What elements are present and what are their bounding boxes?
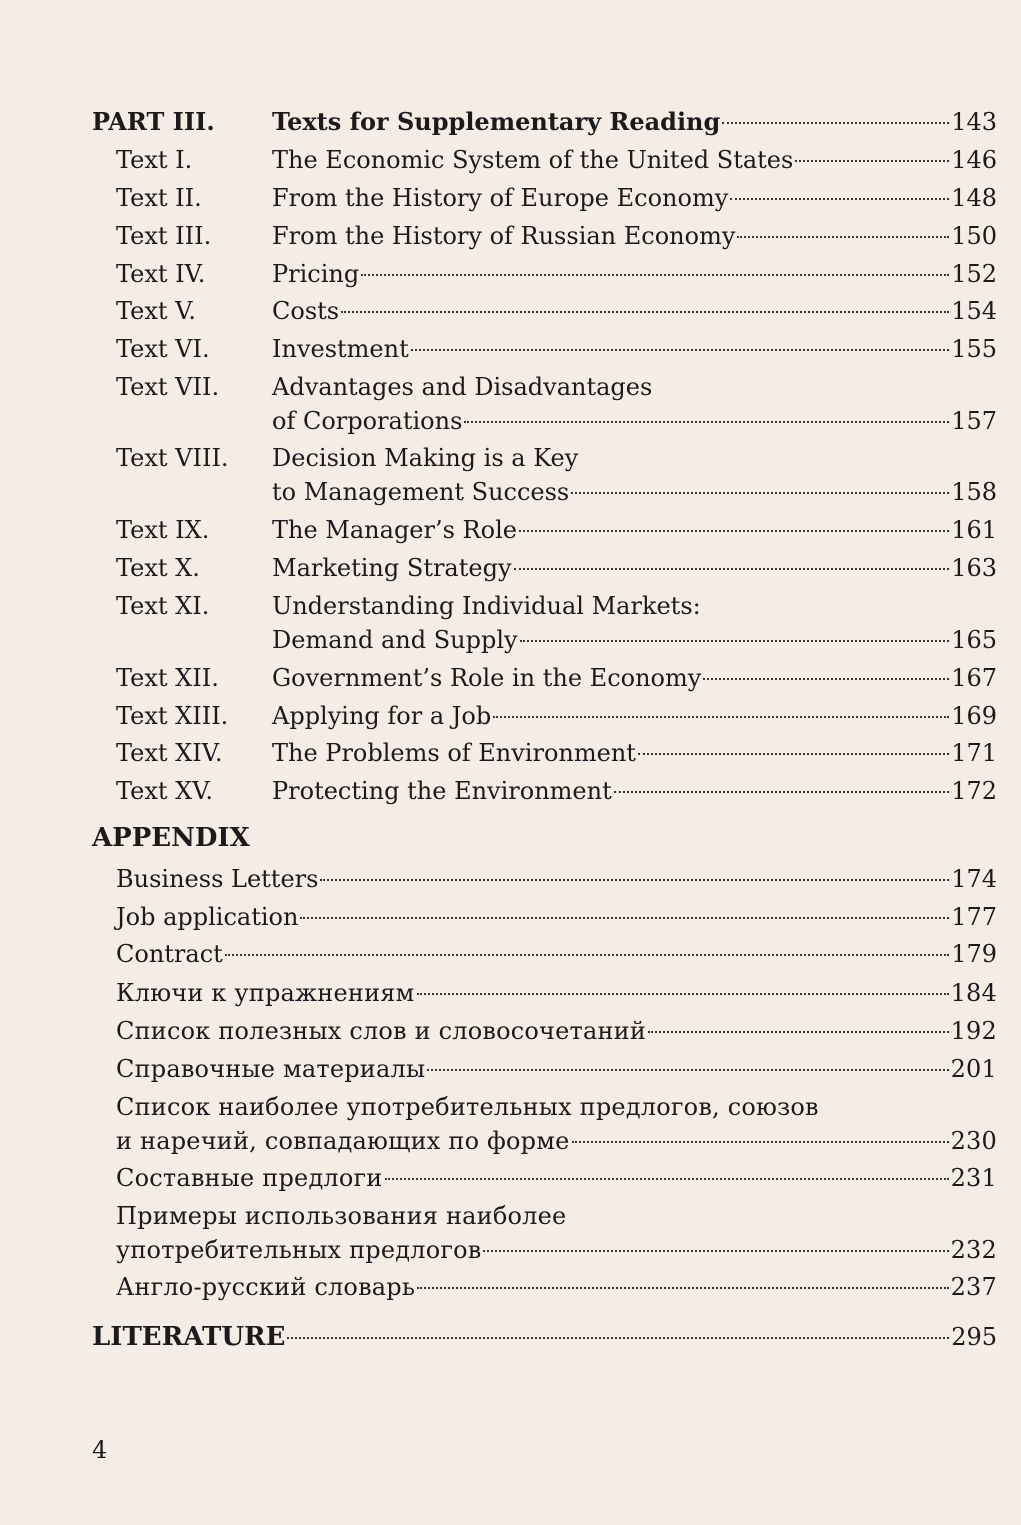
dot-leader: [287, 1337, 949, 1339]
entry-title: From the History of Europe Economy: [272, 184, 729, 212]
dot-leader: [483, 1250, 948, 1252]
literature-page: 295: [951, 1323, 997, 1351]
text-label: Text VII.: [116, 373, 220, 401]
entry-page: 230: [950, 1127, 997, 1155]
appendix-heading: APPENDIX: [92, 823, 250, 853]
toc-entry: [116, 1235, 997, 1265]
toc-entry: [272, 259, 997, 289]
entry-title: Business Letters: [116, 865, 319, 893]
entry-page: 192: [950, 1017, 997, 1045]
entry-title: Demand and Supply: [272, 626, 518, 654]
dot-leader: [795, 160, 949, 162]
entry-title: Список полезных слов и словосочетаний: [116, 1017, 647, 1045]
entry-title: Ключи к упражнениям: [116, 979, 415, 1007]
part-entry: [272, 107, 997, 137]
entry-page: 148: [951, 184, 997, 212]
part-label: PART III.: [92, 107, 215, 136]
dot-leader: [572, 1141, 949, 1143]
entry-title: Costs: [272, 297, 340, 325]
dot-leader: [648, 1031, 949, 1033]
toc-entry: [272, 145, 997, 175]
text-label: Text XII.: [116, 664, 219, 692]
entry-page: 150: [951, 222, 997, 250]
entry-page: 184: [950, 979, 997, 1007]
entry-page: 152: [951, 260, 997, 288]
entry-title: Applying for a Job: [272, 702, 492, 730]
entry-title-line: Decision Making is a Key: [272, 444, 579, 472]
dot-leader: [464, 421, 949, 423]
entry-title: From the History of Russian Economy: [272, 222, 736, 250]
dot-leader: [417, 1287, 948, 1289]
entry-title: Справочные материалы: [116, 1055, 426, 1083]
entry-page: 161: [951, 516, 997, 544]
entry-title: Составные предлоги: [116, 1164, 383, 1192]
entry-page: 154: [951, 297, 997, 325]
entry-title: употребительных предлогов: [116, 1236, 482, 1264]
dot-leader: [493, 716, 949, 718]
text-label: Text XI.: [116, 592, 210, 620]
literature-heading: LITERATURE: [92, 1322, 286, 1352]
dot-leader: [722, 122, 949, 124]
entry-page: 167: [951, 664, 997, 692]
entry-page: 201: [950, 1055, 997, 1083]
entry-page: 232: [950, 1236, 997, 1264]
text-label: Text XV.: [116, 777, 214, 805]
entry-title: Job application: [116, 903, 299, 931]
entry-title: Investment: [272, 335, 409, 363]
entry-page: 231: [950, 1164, 997, 1192]
entry-page: 165: [951, 626, 997, 654]
toc-entry: [116, 1126, 997, 1156]
text-label: Text XIV.: [116, 739, 223, 767]
toc-entry: [272, 296, 997, 326]
dot-leader: [361, 274, 949, 276]
toc-entry: [116, 1016, 997, 1046]
entry-title: Government’s Role in the Economy: [272, 664, 702, 692]
entry-page: 158: [951, 478, 997, 506]
dot-leader: [520, 640, 950, 642]
page-number: 4: [92, 1436, 108, 1464]
toc-entry: [272, 515, 997, 545]
entry-title: Protecting the Environment: [272, 777, 612, 805]
dot-leader: [411, 349, 949, 351]
entry-title: Marketing Strategy: [272, 554, 512, 582]
toc-entry: [116, 939, 997, 969]
dot-leader: [730, 198, 949, 200]
part-page: 143: [951, 108, 997, 136]
text-label: Text V.: [116, 297, 196, 325]
entry-page: 177: [951, 903, 997, 931]
toc-entry: [272, 183, 997, 213]
text-label: Text IX.: [116, 516, 210, 544]
entry-title: The Problems of Environment: [272, 739, 636, 767]
entry-page: 146: [951, 146, 997, 174]
dot-leader: [427, 1069, 948, 1071]
entry-title: Contract: [116, 940, 223, 968]
text-label: Text II.: [116, 184, 202, 212]
entry-title: Англо-русский словарь: [116, 1273, 416, 1301]
entry-title: Pricing: [272, 260, 360, 288]
entry-title-line: Список наиболее употребительных предлогов, союзов: [116, 1093, 819, 1121]
text-label: Text VIII.: [116, 444, 229, 472]
toc-entry: [116, 978, 997, 1008]
entry-page: 171: [951, 739, 997, 767]
entry-title-line: Advantages and Disadvantages: [272, 373, 653, 401]
toc-entry: [272, 553, 997, 583]
toc-entry: [272, 701, 997, 731]
literature-entry: [92, 1322, 997, 1352]
entry-page: 163: [951, 554, 997, 582]
dot-leader: [514, 568, 950, 570]
entry-page: 174: [951, 865, 997, 893]
part-title: Texts for Supplementary Reading: [272, 107, 721, 136]
entry-title: to Management Success: [272, 478, 570, 506]
toc-entry: [116, 1163, 997, 1193]
toc-entry: [116, 1054, 997, 1084]
text-label: Text VI.: [116, 335, 210, 363]
toc-entry: [272, 776, 997, 806]
entry-title: The Economic System of the United States: [272, 146, 794, 174]
dot-leader: [417, 993, 949, 995]
text-label: Text X.: [116, 554, 200, 582]
toc-entry: [272, 738, 997, 768]
toc-entry: [272, 334, 997, 364]
dot-leader: [341, 311, 949, 313]
entry-title: of Corporations: [272, 407, 463, 435]
dot-leader: [638, 753, 949, 755]
entry-page: 155: [951, 335, 997, 363]
dot-leader: [320, 879, 949, 881]
entry-title: и наречий, совпадающих по форме: [116, 1127, 570, 1155]
entry-page: 169: [951, 702, 997, 730]
dot-leader: [300, 917, 949, 919]
text-label: Text I.: [116, 146, 193, 174]
text-label: Text IV.: [116, 260, 206, 288]
toc-entry: [272, 663, 997, 693]
text-label: Text XIII.: [116, 702, 229, 730]
toc-entry: [272, 477, 997, 507]
entry-page: 172: [951, 777, 997, 805]
dot-leader: [519, 530, 949, 532]
entry-page: 157: [951, 407, 997, 435]
dot-leader: [385, 1178, 949, 1180]
entry-page: 237: [950, 1273, 997, 1301]
dot-leader: [703, 678, 949, 680]
dot-leader: [571, 492, 949, 494]
dot-leader: [614, 791, 949, 793]
toc-entry: [272, 221, 997, 251]
toc-entry: [116, 902, 997, 932]
toc-entry: [272, 625, 997, 655]
toc-entry: [116, 1272, 997, 1302]
text-label: Text III.: [116, 222, 212, 250]
dot-leader: [737, 236, 949, 238]
entry-title-line: Примеры использования наиболее: [116, 1202, 567, 1230]
entry-title-line: Understanding Individual Markets:: [272, 592, 701, 620]
entry-title: The Manager’s Role: [272, 516, 517, 544]
toc-entry: [116, 864, 997, 894]
toc-entry: [272, 406, 997, 436]
entry-page: 179: [951, 940, 997, 968]
dot-leader: [225, 954, 949, 956]
